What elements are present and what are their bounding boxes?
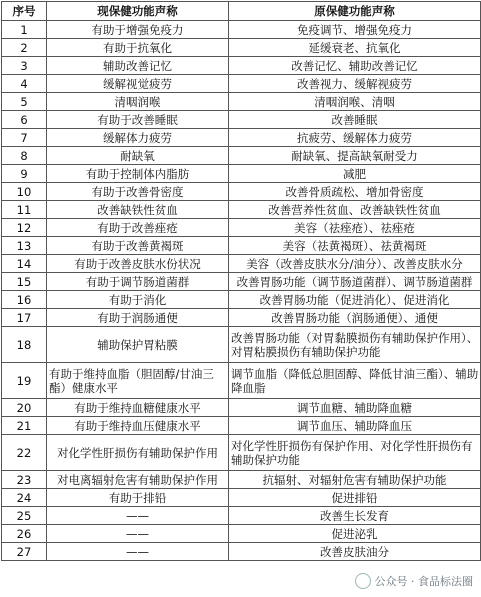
original-claim-cell: 促进泌乳 (229, 525, 481, 543)
serial-number-cell: 26 (2, 525, 47, 543)
current-claim-cell: 有助于抗氧化 (47, 39, 229, 57)
current-claim-cell: 有助于改善黄褐斑 (47, 237, 229, 255)
serial-number-cell: 21 (2, 417, 47, 435)
table-row (2, 129, 481, 147)
serial-number-cell: 23 (2, 471, 47, 489)
table-row (2, 471, 481, 489)
serial-number-cell: 2 (2, 39, 47, 57)
table-row (2, 165, 481, 183)
table-row (2, 219, 481, 237)
table-row (2, 39, 481, 57)
table-row (2, 399, 481, 417)
table-body (2, 21, 481, 561)
current-claim-cell: 有助于维持血脂（胆固醇/甘油三酯）健康水平 (47, 363, 229, 399)
current-claim-cell: 辅助保护胃粘膜 (47, 327, 229, 363)
original-claim-cell: 耐缺氧、提高缺氧耐受力 (229, 147, 481, 165)
original-claim-cell: 改善胃肠功能（润肠通便）、通便 (229, 309, 481, 327)
table-row (2, 435, 481, 471)
original-claim-cell: 免疫调节、增强免疫力 (229, 21, 481, 39)
current-claim-cell: 有助于调节肠道菌群 (47, 273, 229, 291)
serial-number-cell: 9 (2, 165, 47, 183)
current-claim-cell: 清咽润喉 (47, 93, 229, 111)
header-original-claim: 原保健功能声称 (229, 2, 481, 21)
original-claim-cell: 改善皮肤油分 (229, 543, 481, 561)
original-claim-cell: 美容（改善皮肤水分/油分）、改善皮肤水分 (229, 255, 481, 273)
table-row (2, 255, 481, 273)
table-row (2, 201, 481, 219)
serial-number-cell: 1 (2, 21, 47, 39)
original-claim-cell: 改善记忆、辅助改善记忆 (229, 57, 481, 75)
serial-number-cell: 3 (2, 57, 47, 75)
document-page (1, 1, 481, 561)
original-claim-cell: 对化学性肝损伤有保护作用、对化学性肝损伤有辅助保护功能 (229, 435, 481, 471)
original-claim-cell: 促进排铅 (229, 489, 481, 507)
table-row (2, 111, 481, 129)
current-claim-cell: 有助于改善睡眠 (47, 111, 229, 129)
original-claim-cell: 抗疲劳、缓解体力疲劳 (229, 129, 481, 147)
table-row (2, 543, 481, 561)
original-claim-cell: 减肥 (229, 165, 481, 183)
serial-number-cell: 20 (2, 399, 47, 417)
current-claim-cell: —— (47, 507, 229, 525)
table-row (2, 21, 481, 39)
serial-number-cell: 12 (2, 219, 47, 237)
current-claim-cell: 缓解视觉疲劳 (47, 75, 229, 93)
original-claim-cell: 清咽润喉、清咽 (229, 93, 481, 111)
serial-number-cell: 24 (2, 489, 47, 507)
original-claim-cell: 改善睡眠 (229, 111, 481, 129)
table-row (2, 237, 481, 255)
current-claim-cell: 对化学性肝损伤有辅助保护作用 (47, 435, 229, 471)
watermark (355, 573, 474, 589)
current-claim-cell: 对电离辐射危害有辅助保护作用 (47, 471, 229, 489)
current-claim-cell: —— (47, 525, 229, 543)
current-claim-cell: 有助于控制体内脂肪 (47, 165, 229, 183)
table-row (2, 75, 481, 93)
serial-number-cell: 27 (2, 543, 47, 561)
original-claim-cell: 改善营养性贫血、改善缺铁性贫血 (229, 201, 481, 219)
table-row (2, 417, 481, 435)
current-claim-cell: —— (47, 543, 229, 561)
original-claim-cell: 延缓衰老、抗氧化 (229, 39, 481, 57)
current-claim-cell: 有助于消化 (47, 291, 229, 309)
original-claim-cell: 改善胃肠功能（调节肠道菌群）、调节肠道菌群 (229, 273, 481, 291)
serial-number-cell: 15 (2, 273, 47, 291)
serial-number-cell: 22 (2, 435, 47, 471)
table-row (2, 507, 481, 525)
current-claim-cell: 有助于改善骨密度 (47, 183, 229, 201)
current-claim-cell: 有助于维持血压健康水平 (47, 417, 229, 435)
original-claim-cell: 调节血压、辅助降血压 (229, 417, 481, 435)
table-row (2, 327, 481, 363)
original-claim-cell: 抗辐射、对辐射危害有辅助保护功能 (229, 471, 481, 489)
original-claim-cell: 调节血糖、辅助降血糖 (229, 399, 481, 417)
current-claim-cell: 有助于排铅 (47, 489, 229, 507)
serial-number-cell: 7 (2, 129, 47, 147)
current-claim-cell: 有助于润肠通便 (47, 309, 229, 327)
table-row (2, 489, 481, 507)
table-row (2, 291, 481, 309)
serial-number-cell: 10 (2, 183, 47, 201)
current-claim-cell: 改善缺铁性贫血 (47, 201, 229, 219)
original-claim-cell: 改善骨质疏松、增加骨密度 (229, 183, 481, 201)
original-claim-cell: 改善胃肠功能（对胃黏膜损伤有辅助保护作用）、对胃粘膜损伤有辅助保护功能 (229, 327, 481, 363)
serial-number-cell: 11 (2, 201, 47, 219)
serial-number-cell: 6 (2, 111, 47, 129)
original-claim-cell: 调节血脂（降低总胆固醇、降低甘油三酯）、辅助降血脂 (229, 363, 481, 399)
table-row (2, 147, 481, 165)
serial-number-cell: 4 (2, 75, 47, 93)
table-row (2, 183, 481, 201)
original-claim-cell: 改善视力、缓解视疲劳 (229, 75, 481, 93)
table-header-row (2, 2, 481, 21)
serial-number-cell: 16 (2, 291, 47, 309)
serial-number-cell: 8 (2, 147, 47, 165)
table-row (2, 525, 481, 543)
current-claim-cell: 辅助改善记忆 (47, 57, 229, 75)
current-claim-cell: 有助于维持血糖健康水平 (47, 399, 229, 417)
original-claim-cell: 改善生长发育 (229, 507, 481, 525)
current-claim-cell: 缓解体力疲劳 (47, 129, 229, 147)
table-row (2, 309, 481, 327)
serial-number-cell: 13 (2, 237, 47, 255)
table-row (2, 93, 481, 111)
current-claim-cell: 有助于改善皮肤水份状况 (47, 255, 229, 273)
current-claim-cell: 耐缺氧 (47, 147, 229, 165)
original-claim-cell: 美容（祛黄褐斑）、祛黄褐斑 (229, 237, 481, 255)
original-claim-cell: 美容（祛痤疮）、祛痤疮 (229, 219, 481, 237)
original-claim-cell: 改善胃肠功能（促进消化）、促进消化 (229, 291, 481, 309)
header-serial-number: 序号 (2, 2, 47, 21)
serial-number-cell: 19 (2, 363, 47, 399)
table-row (2, 57, 481, 75)
serial-number-cell: 5 (2, 93, 47, 111)
health-function-claims-table (1, 1, 481, 561)
wechat-logo-icon (355, 573, 371, 589)
serial-number-cell: 18 (2, 327, 47, 363)
serial-number-cell: 14 (2, 255, 47, 273)
serial-number-cell: 25 (2, 507, 47, 525)
current-claim-cell: 有助于改善痤疮 (47, 219, 229, 237)
watermark-text: 公众号 · 食品标法圈 (374, 575, 473, 588)
current-claim-cell: 有助于增强免疫力 (47, 21, 229, 39)
header-current-claim: 现保健功能声称 (47, 2, 229, 21)
table-row (2, 273, 481, 291)
serial-number-cell: 17 (2, 309, 47, 327)
table-row (2, 363, 481, 399)
